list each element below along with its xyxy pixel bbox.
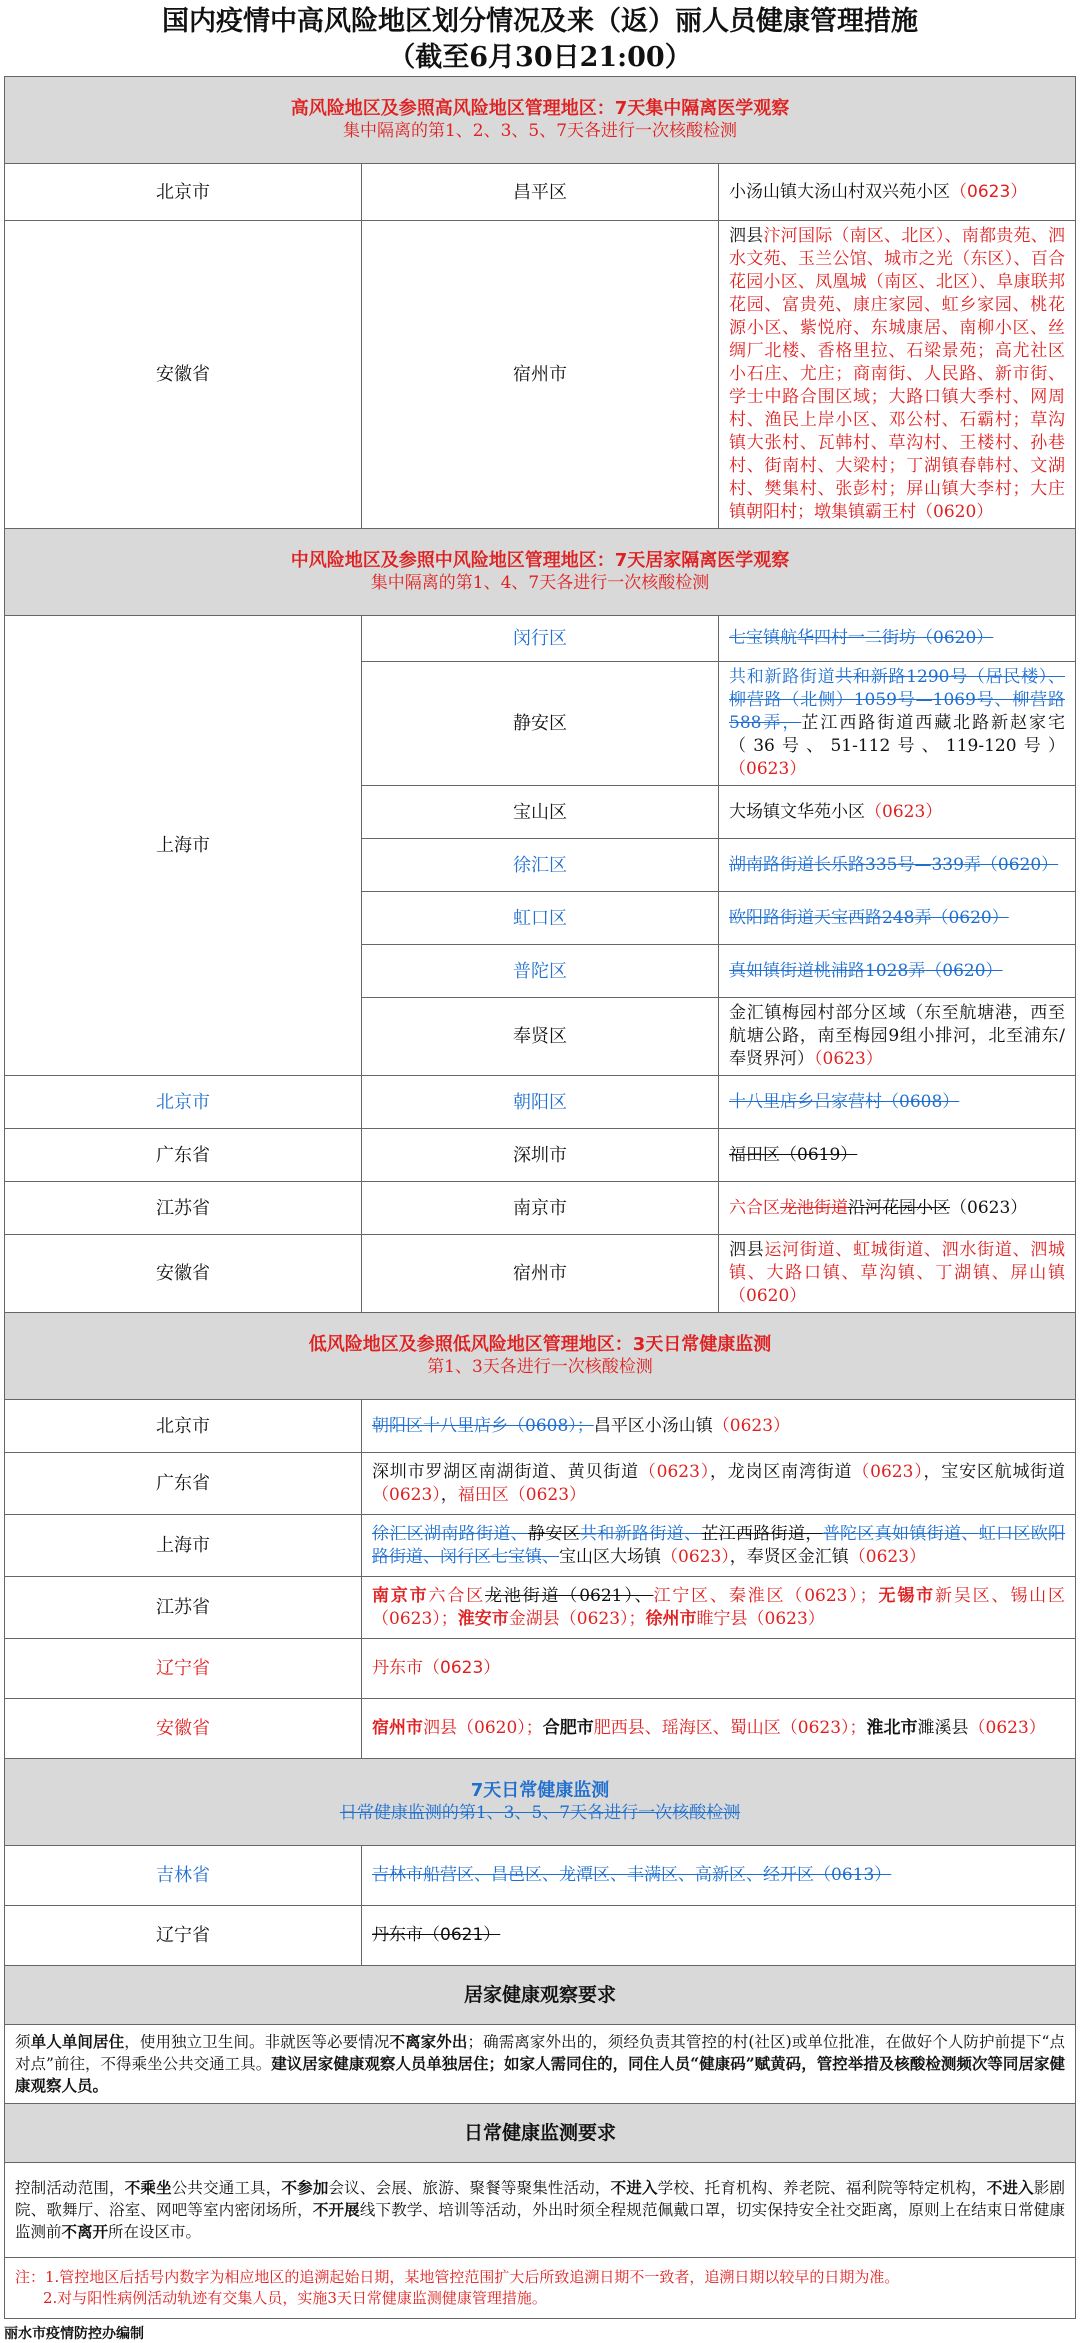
req-bold-text: 不离家外出	[389, 2033, 468, 2051]
detail-text: 濉溪县	[917, 1718, 969, 1738]
district-text: 普陀区	[822, 1523, 875, 1544]
table-row	[5, 1906, 1076, 1966]
town-text: 大场镇	[729, 801, 780, 822]
req-bold-text: 不进入	[986, 2179, 1034, 2197]
area-cell	[719, 839, 1076, 892]
note-2: 2.对与阳性病例活动轨迹有交集人员，实施3天日常健康监测健康管理措施。	[43, 2289, 547, 2307]
table-row	[5, 1639, 1076, 1699]
date-text: （0623）	[950, 1197, 1028, 1218]
req-bold-text: 不乘坐	[124, 2179, 172, 2197]
area-cell	[719, 1182, 1076, 1235]
req-bold-text: 不开展	[312, 2201, 360, 2219]
city-cell: 朝阳区	[362, 1076, 719, 1129]
home-req-text	[5, 2025, 1076, 2104]
note-1: 注：1.管控地区后括号内数字为相应地区的追溯起始日期，某地管控范围扩大后所致追溯日期不一致者，追溯日期以较早的日期为准。	[15, 2268, 900, 2286]
date-text: （0619）	[780, 1144, 858, 1165]
detail-text: 江宁区、秦淮区（0623）；	[653, 1585, 877, 1606]
table-row	[5, 1076, 1076, 1129]
date-text: （0608）	[882, 1091, 960, 1112]
low-risk-header-row	[5, 1313, 1076, 1400]
separator-text: ，	[440, 1484, 458, 1505]
detail-text: 七宝镇、	[491, 1546, 559, 1567]
city-text: 徐州市	[645, 1608, 697, 1629]
req-bold-text: 不离开	[61, 2223, 109, 2241]
table-row	[5, 616, 1076, 662]
req-text: ，使用独立卫生间。非就医等必要情况	[124, 2033, 390, 2051]
city-text: 昌平区	[593, 1415, 645, 1436]
table-row	[5, 1453, 1076, 1515]
area-cell	[719, 892, 1076, 945]
req-text: 控制活动范围，	[15, 2179, 125, 2197]
detail-text: 长乐路335号—339弄	[814, 854, 981, 875]
detail-text: 沿河花园小区	[848, 1197, 950, 1218]
date-text: （0620）	[931, 907, 1009, 928]
county-text: 泗县	[729, 1240, 765, 1260]
area-cell	[719, 786, 1076, 839]
area-cell	[362, 1515, 1076, 1577]
date-text: （0623）	[712, 1415, 791, 1436]
date-text: （0623）	[848, 1546, 927, 1567]
area-cell	[362, 1400, 1076, 1453]
title-line-2: （截至6月30日21:00）	[388, 42, 692, 73]
detail-text: 汴河国际（南区、北区）、南都贵苑、泗水文苑、玉兰公馆、城市之光（东区）、百合花园小区、凤凰城（南区、北区）、阜康联邦花园、富贵苑、康庄家园、虹乡家园、桃花源小区、紫悦府、东城康居、南柳小区、丝绸厂北楼、香格里拉、石梁景苑；高尤社区小石庄、尤庄；商南街、人民路、新市街、学士中路合围区域；大路口镇大季村、网周村、渔民上岸小区、邓公村、石霸村；草沟镇大张村、瓦韩村、草沟村、王楼村、孙巷村、街南村、大梁村；丁湖镇春韩村、文湖村、樊集村、张彭村；屏山镇大李村；大庄镇朝阳村；墩集镇霸王村（0620）	[729, 226, 1066, 522]
province-cell: 上海市	[5, 1515, 362, 1577]
detail-text: 六合区	[428, 1585, 486, 1606]
table-row	[5, 1400, 1076, 1453]
table-row	[5, 1235, 1076, 1313]
req-text: 影剧院、歌舞厅、浴室、网吧等室内密闭场所，	[15, 2179, 1065, 2219]
city-text: 南京市	[372, 1585, 429, 1606]
daily-req-row	[5, 2163, 1076, 2258]
req-text: 所在设区市。	[108, 2223, 202, 2241]
district-text: 闵行区	[440, 1546, 491, 1567]
detail-text: 大汤山村双兴苑小区	[797, 181, 950, 202]
town-text: 小汤山镇	[729, 181, 797, 202]
table-row	[5, 1515, 1076, 1577]
req-text: 线下教学、培训等活动，外出时须全程规范佩戴口罩，切实保持安全社交距离，原则上在结束日常健康监测前	[15, 2201, 1065, 2241]
district-text: 虹口区	[978, 1523, 1031, 1544]
area-cell	[362, 1577, 1076, 1639]
city-cell: 徐汇区	[362, 839, 719, 892]
city-text: 淮北市	[866, 1718, 918, 1738]
risk-area-table	[4, 76, 1076, 2319]
area-cell	[719, 164, 1076, 221]
city-text: 淮安市	[457, 1608, 509, 1629]
high-risk-header: 高风险地区及参照高风险地区管理地区：7天集中隔离医学观察	[290, 98, 790, 119]
detail-text: 大场镇	[610, 1546, 661, 1567]
req-bold-text: 单人单间居住	[30, 2033, 125, 2051]
table-row	[5, 1577, 1076, 1639]
table-row	[5, 164, 1076, 221]
req-text: 公共交通工具，	[171, 2179, 282, 2197]
seven-day-subheader: 日常健康监测的第1、3、5、7天各进行一次核酸检测	[339, 1803, 741, 1823]
province-cell: 上海市	[5, 616, 362, 1076]
date-text: （0623）	[852, 1461, 924, 1482]
detail-text: 桃浦路1028弄	[814, 960, 926, 981]
district-text: 奉贤区	[746, 1546, 798, 1567]
area-cell	[719, 662, 1076, 786]
detail-text: 湖南路街道、	[424, 1523, 528, 1544]
notes-row	[5, 2258, 1076, 2319]
table-row	[5, 1699, 1076, 1759]
detail-text: 泗县（0620）；	[423, 1718, 543, 1738]
daily-req-header-row	[5, 2104, 1076, 2163]
req-text: 会议、会展、旅游、聚餐等聚集性活动，	[328, 2179, 611, 2197]
city-cell: 虹口区	[362, 892, 719, 945]
date-text: （0623）	[950, 181, 1028, 202]
detail-text: 睢宁县（0623）	[696, 1608, 825, 1629]
detail-text: 新吴区、锡山区（0623）；	[372, 1585, 1066, 1629]
detail-text: 龙池街道（0621）、	[485, 1585, 654, 1606]
town-text: 十八里店乡	[729, 1091, 814, 1112]
title-line-1: 国内疫情中高风险地区划分情况及来（返）丽人员健康管理措施	[162, 6, 918, 37]
req-bold-text: 建议居家健康观察人员单独居住；如家人需同住的，同住人员“健康码”赋黄码，管控举措及核酸检测频次等同居家健康观察人员。	[15, 2054, 1065, 2095]
district-text: 静安区	[528, 1523, 580, 1544]
town-text: 芷江西路街道	[801, 713, 916, 733]
req-text: 须	[15, 2033, 31, 2051]
page-title	[0, 0, 1080, 76]
detail-text: 天宝西路248弄	[814, 907, 932, 928]
home-req-row	[5, 2025, 1076, 2104]
detail-text: 欧阳路街道、	[372, 1523, 1066, 1567]
home-req-header: 居家健康观察要求	[5, 1966, 1076, 2025]
city-cell: 普陀区	[362, 945, 719, 998]
seven-day-header-row	[5, 1759, 1076, 1846]
detail-text: 真如镇街道、	[874, 1523, 979, 1544]
town-text: 福田区	[729, 1144, 780, 1165]
province-cell: 北京市	[5, 1400, 362, 1453]
high-risk-header-row	[5, 77, 1076, 164]
seven-day-header: 7天日常健康监测	[470, 1780, 610, 1801]
detail-text: 金湖县（0623）；	[508, 1608, 646, 1629]
area-cell	[719, 1129, 1076, 1182]
province-cell: 安徽省	[5, 221, 362, 529]
table-row	[5, 1129, 1076, 1182]
date-text: （0623）	[729, 759, 807, 779]
detail-text: ，宝安区航城街道	[923, 1461, 1066, 1482]
mid-risk-header: 中风险地区及参照中风险地区管理地区：7天居家隔离医学观察	[290, 550, 790, 571]
city-cell: 昌平区	[362, 164, 719, 221]
detail-text: 吕家营村	[814, 1091, 882, 1112]
req-text: 学校、托育机构、养老院、福利院等特定机构，	[657, 2179, 987, 2197]
date-text: （0620）	[980, 854, 1059, 875]
detail-text: 船营区、昌邑区、龙潭区、丰满区、高新区、经开区（0613）	[423, 1865, 892, 1885]
town-text: 湖南路街道	[729, 854, 814, 875]
date-text: （0623）	[661, 1546, 730, 1567]
city-cell: 深圳市	[362, 1129, 719, 1182]
detail-text: ，龙岗区南湾街道	[710, 1461, 853, 1482]
footer-credit: 丽水市疫情防控办编制	[4, 2326, 144, 2342]
area-cell	[719, 221, 1076, 529]
daily-req-text	[5, 2163, 1076, 2258]
detail-text: 共和新路1290号（居民楼）、柳营路（北侧）1059号—1069号、柳营路588弄，	[729, 667, 1066, 733]
province-cell: 安徽省	[5, 1699, 362, 1759]
date-text: （0623）	[968, 1718, 1046, 1738]
detail-text: 航华四村一二街坊	[780, 628, 916, 648]
county-text: 泗县	[729, 226, 764, 246]
area-cell	[719, 945, 1076, 998]
town-text: 金汇镇	[729, 1003, 783, 1023]
detail-text: 共和新路街道、	[580, 1523, 702, 1544]
home-req-header-row	[5, 1966, 1076, 2025]
province-cell: 吉林省	[5, 1846, 362, 1906]
detail-text: 芷江西路街道，	[701, 1523, 823, 1544]
city-text: 深圳市	[372, 1461, 426, 1482]
date-text: （0623）	[372, 1484, 441, 1505]
notes-cell	[5, 2258, 1076, 2319]
detail-text: 梅园村部分区域（东至航塘港，西至航塘公路，南至梅园9组小排河，北至浦东/奉贤界河）	[729, 1003, 1066, 1069]
req-text: ；确需离家外出的，须经负责其管控的村(社区)或单位批准，在做好个人防护前提下“点对点”前往，不得乘坐公共交通工具。	[15, 2033, 1065, 2073]
area-cell	[362, 1699, 1076, 1759]
province-cell: 江苏省	[5, 1182, 362, 1235]
city-text: 宿州市	[372, 1718, 423, 1738]
date-text: （0623）	[865, 801, 943, 822]
daily-req-header: 日常健康监测要求	[5, 2104, 1076, 2163]
city-cell: 宿州市	[362, 1235, 719, 1313]
city-cell: 奉贤区	[362, 998, 719, 1076]
detail-text: 肥西县、瑶海区、蜀山区（0623）；	[593, 1718, 867, 1738]
province-cell: 北京市	[5, 164, 362, 221]
town-text: 真如镇街道	[729, 960, 814, 981]
city-cell: 静安区	[362, 662, 719, 786]
req-bold-text: 不参加	[281, 2179, 329, 2197]
city-cell: 宝山区	[362, 786, 719, 839]
province-cell: 江苏省	[5, 1577, 362, 1639]
city-text: 朝阳区	[372, 1415, 423, 1436]
date-text: （0620）	[925, 960, 1003, 981]
date-text: （0620）	[916, 628, 994, 648]
detail-text: 福田区（0623）	[457, 1484, 587, 1505]
table-row	[5, 1182, 1076, 1235]
detail-text: 运河街道、虹城街道、泗水街道、泗城镇、大路口镇、草沟镇、丁湖镇、屏山镇	[729, 1240, 1066, 1283]
town-text: 六合区	[729, 1197, 780, 1218]
city-text: 无锡市	[876, 1585, 935, 1606]
province-cell: 辽宁省	[5, 1906, 362, 1966]
area-cell	[362, 1453, 1076, 1515]
district-text: 徐汇区	[372, 1523, 424, 1544]
province-cell: 广东省	[5, 1453, 362, 1515]
street-text: 龙池街道	[780, 1197, 848, 1218]
date-text: （0623）	[638, 1461, 711, 1482]
area-cell: 丹东市（0623）	[362, 1639, 1076, 1699]
town-text: 共和新路街道	[729, 667, 836, 687]
city-cell: 南京市	[362, 1182, 719, 1235]
area-cell	[719, 998, 1076, 1076]
table-row	[5, 1846, 1076, 1906]
detail-text: 文华苑小区	[780, 801, 865, 822]
mid-risk-header-row	[5, 529, 1076, 616]
low-risk-header: 低风险地区及参照低风险地区管理地区：3天日常健康监测	[308, 1334, 772, 1355]
detail-text: 小汤山镇	[644, 1415, 713, 1436]
detail-text: 西藏北路新赵家宅（36号、51-112号、119-120号）	[729, 713, 1066, 756]
area-cell: 丹东市（0621）	[362, 1906, 1076, 1966]
mid-risk-subheader: 集中隔离的第1、4、7天各进行一次核酸检测	[370, 573, 710, 593]
detail-text: 金汇镇	[797, 1546, 849, 1567]
area-cell	[719, 1076, 1076, 1129]
high-risk-subheader: 集中隔离的第1、2、3、5、7天各进行一次核酸检测	[342, 121, 738, 141]
city-cell: 闵行区	[362, 616, 719, 662]
province-cell: 广东省	[5, 1129, 362, 1182]
req-bold-text: 不进入	[610, 2179, 658, 2197]
low-risk-subheader: 第1、3天各进行一次核酸检测	[427, 1357, 653, 1377]
area-cell	[719, 616, 1076, 662]
detail-text: 十八里店乡（0608）；	[423, 1415, 594, 1436]
date-text: （0620）	[729, 1286, 807, 1306]
area-cell	[719, 1235, 1076, 1313]
district-text: 宝山区	[559, 1546, 610, 1567]
town-text: 七宝镇	[729, 628, 780, 648]
province-cell: 北京市	[5, 1076, 362, 1129]
province-cell: 辽宁省	[5, 1639, 362, 1699]
separator-text: ，	[729, 1546, 747, 1567]
province-cell: 安徽省	[5, 1235, 362, 1313]
town-text: 欧阳路街道	[729, 907, 814, 928]
table-row	[5, 221, 1076, 529]
date-text: （0623）	[814, 1049, 883, 1069]
area-cell	[362, 1846, 1076, 1906]
city-cell: 宿州市	[362, 221, 719, 529]
city-text: 吉林市	[372, 1865, 423, 1885]
city-text: 合肥市	[542, 1718, 594, 1738]
detail-text: 罗湖区南湖街道、黄贝街道	[425, 1461, 639, 1482]
